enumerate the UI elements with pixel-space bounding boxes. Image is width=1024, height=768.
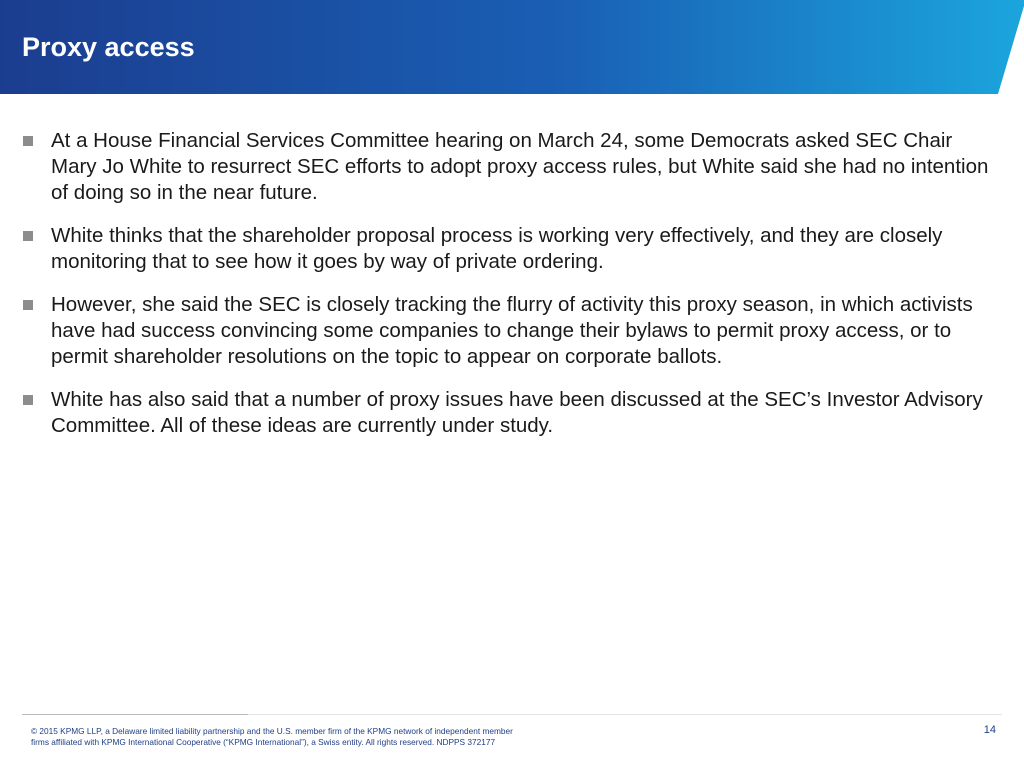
bullet-text: White has also said that a number of proxy issues have been discussed at the SEC’s Investor Advisory Committee. All of these ideas are currently under study. [51, 388, 983, 437]
footer-copyright-line-1: © 2015 KPMG LLP, a Delaware limited liability partnership and the U.S. member firm of the KPMG network of independent member [31, 726, 513, 736]
bullet-item [22, 128, 997, 206]
square-bullet-icon [23, 300, 33, 310]
footer-copyright [31, 726, 591, 748]
footer-divider-accent [22, 714, 248, 715]
square-bullet-icon [23, 395, 33, 405]
bullet-item [22, 223, 997, 275]
footer-copyright-line-2: firms affiliated with KPMG International Cooperative (“KPMG International”), a Swiss entity. All rights reserved. NDPPS 372177 [31, 737, 496, 747]
bullet-item [22, 292, 997, 370]
page-number: 14 [983, 724, 996, 736]
slide-title: Proxy access [22, 32, 195, 62]
bullet-text: However, she said the SEC is closely tracking the flurry of activity this proxy season, in which activists have had success convincing some companies to change their bylaws to permit proxy access, or to permit shareholder resolutions on the topic to appear on corporate ballots. [51, 293, 973, 368]
bullet-text: White thinks that the shareholder proposal process is working very effectively, and they are closely monitoring that to see how it goes by way of private ordering. [51, 224, 943, 273]
bullet-list [22, 128, 997, 456]
bullet-text: At a House Financial Services Committee hearing on March 24, some Democrats asked SEC Chair Mary Jo White to resurrect SEC efforts to adopt proxy access rules, but White said she had no intention of doing so in the near future. [51, 129, 989, 204]
bullet-item [22, 387, 997, 439]
square-bullet-icon [23, 136, 33, 146]
square-bullet-icon [23, 231, 33, 241]
